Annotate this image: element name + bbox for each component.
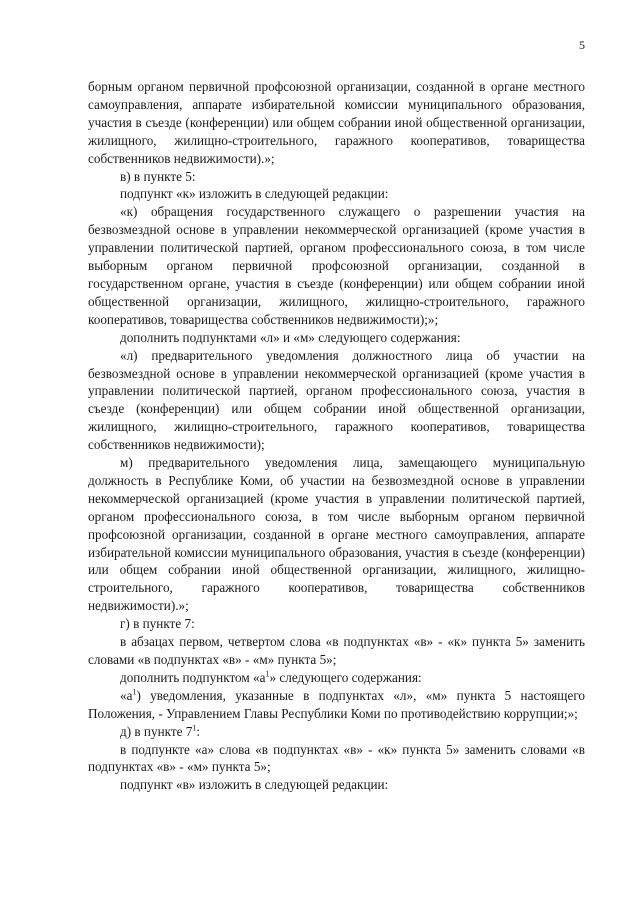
paragraph: «к) обращения государственного служащего о разрешении участия на безвозмездной основе в управлении некоммерческой организацией (кроме участия в управлении политической партией, органом профессионального союза, в том числе выборным органом первичной профсоюзной организации, созданной в государственном органе, участия в съезде (конференции) или общем собрании иной общественной организации, жилищного, жилищно-строительного, гаражного кооперативов, товарищества собственников недвижимости);»; [88, 204, 585, 327]
paragraph: борным органом первичной профсоюзной организации, созданной в органе местного самоуправления, аппарате избирательной комиссии муниципального образования, участия в съезде (конференции) или общем собрании иной общественной организации, жилищного, жилищно-строительного, гаражного кооперативов, товарищества собственников недвижимости).»; [88, 79, 585, 166]
superscript: 1 [192, 723, 197, 733]
page-number: 5 [579, 38, 585, 52]
paragraph: дополнить подпунктами «л» и «м» следующего содержания: [120, 329, 461, 345]
paragraph: дополнить подпунктом «$а^1$» следующего содержания: [120, 669, 422, 685]
paragraph: в) в пункте 5: [120, 168, 196, 184]
paragraph: в абзацах первом, четвертом слова «в подпунктах «в» - «к» пункта 5» заменить словами «в подпунктах «в» - «м» пункта 5»; [88, 634, 585, 667]
paragraph: в подпункте «а» слова «в подпунктах «в» - «к» пункта 5» заменить словами «в подпунктах «в» - «м» пункта 5»; [88, 741, 585, 775]
paragraph: подпункт «в» изложить в следующей редакции: [120, 777, 389, 793]
paragraph: подпункт «к» изложить в следующей редакции: [120, 186, 389, 202]
paragraph: «л) предварительного уведомления должностного лица об участии на безвозмездной основе в управлении некоммерческой организацией (кроме участия в управлении политической партией, органом профессионального союза, участия в съезде (конференции) или общем собрании иной общественной организации, жилищного, жилищно-строительного, гаражного кооперативов, товарищества собственников недвижимости); [88, 347, 585, 453]
paragraph: «$а^1$) уведомления, указанные в подпунктах «л», «м» пункта 5 настоящего Положения, - Управлением Главы Республики Коми по противодействию коррупции;»; [88, 687, 585, 721]
paragraph: д) в пункте $7^1$: [120, 723, 201, 739]
paragraph: г) в пункте 7: [120, 616, 195, 632]
superscript: 1 [265, 669, 270, 679]
document-body [88, 78, 585, 794]
superscript: 1 [132, 687, 137, 697]
paragraph: м) предварительного уведомления лица, замещающего муниципальную должность в Республике Коми, об участии на безвозмездной основе в управлении некоммерческой организацией (кроме участия в управлении политической партией, органом профессионального союза, в том числе выборным органом первичной профсоюзной организации, созданной в органе местного самоуправления, аппарате избирательной комиссии муниципального образования, участия в съезде (конференции) или общем собрании иной общественной организации, жилищного, жилищно-строительного, гаражного кооперативов, товарищества собственников недвижимости).»; [88, 455, 585, 614]
